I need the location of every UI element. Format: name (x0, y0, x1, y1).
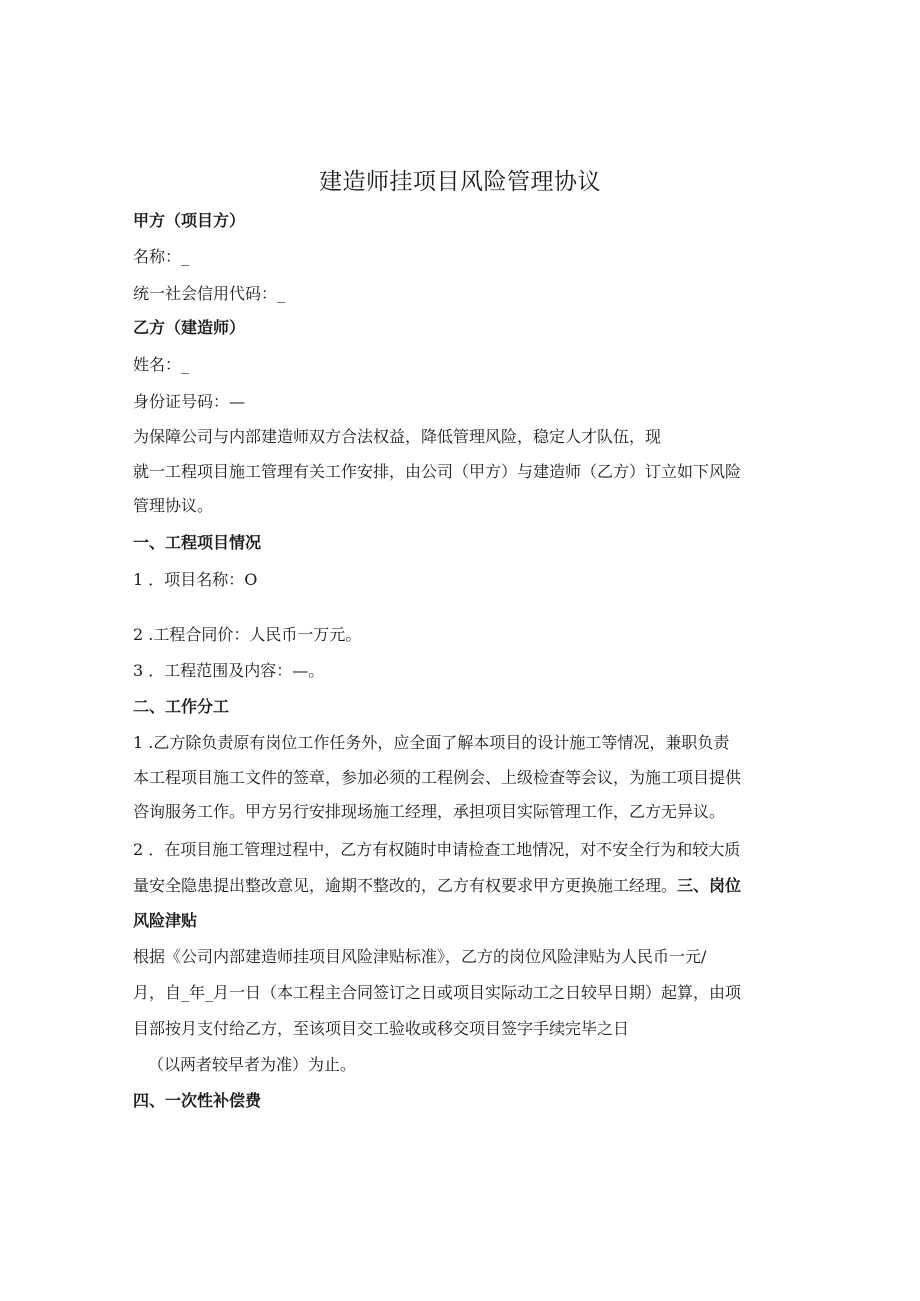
party-b-name: 姓名：_ (133, 355, 190, 374)
section3-line: （以两者较早者为准）为止。 (148, 1055, 357, 1074)
party-b-heading: 乙方（建造师） (133, 318, 246, 337)
section2-item2-line: 2 ．在项目施工管理过程中，乙方有权随时申请检查工地情况，对不安全行为和较大质 (133, 840, 741, 859)
preamble-line: 就一工程项目施工管理有关工作安排，由公司（甲方）与建造师（乙方）订立如下风险 (133, 462, 742, 481)
section1-item: 1 ．项目名称：O (133, 570, 258, 589)
party-a-name: 名称：_ (133, 247, 190, 266)
section2-item2-text: 量安全隐患提出整改意见，逾期不整改的，乙方有权要求甲方更换施工经理。 (133, 876, 678, 895)
section2-item1-line: 咨询服务工作。甲方另行安排现场施工经理，承担项目实际管理工作，乙方无异议。 (133, 802, 726, 821)
section2-item1-line: 1 .乙方除负责原有岗位工作任务外，应全面了解本项目的设计施工等情况，兼职负责 (133, 733, 730, 752)
party-a-credit-code: 统一社会信用代码：_ (133, 284, 286, 303)
section2-heading: 二、工作分工 (133, 697, 230, 716)
section3-heading-part1: 三、岗位 (677, 876, 742, 895)
party-a-heading: 甲方（项目方） (133, 211, 246, 230)
section2-item2-line (133, 876, 741, 896)
preamble-line: 为保障公司与内部建造师双方合法权益，降低管理风险，稳定人才队伍，现 (133, 427, 662, 446)
party-b-id: 身份证号码：— (133, 392, 246, 411)
section3-line: 根据《公司内部建造师挂项目风险津贴标准》，乙方的岗位风险津贴为人民币一元/ (133, 947, 707, 966)
section2-item1-line: 本工程项目施工文件的签章，参加必须的工程例会、上级检查等会议，为施工项目提供 (133, 768, 742, 787)
section3-line: 月，自_年_月一日（本工程主合同签订之日或项目实际动工之日较早日期）起算，由项 (133, 983, 742, 1002)
section3-heading-part2: 风险津贴 (133, 911, 198, 930)
document-title: 建造师挂项目风险管理协议 (319, 169, 601, 195)
section1-heading: 一、工程项目情况 (133, 533, 262, 552)
section1-item: 2 .工程合同价：人民币一万元。 (133, 625, 362, 644)
section3-line: 目部按月支付给乙方，至该项目交工验收或移交项目签字手续完毕之日 (133, 1019, 630, 1038)
section4-heading: 四、一次性补偿费 (133, 1091, 262, 1110)
section1-item: 3 ．工程范围及内容：—。 (133, 661, 325, 680)
preamble-line: 管理协议。 (133, 496, 214, 515)
